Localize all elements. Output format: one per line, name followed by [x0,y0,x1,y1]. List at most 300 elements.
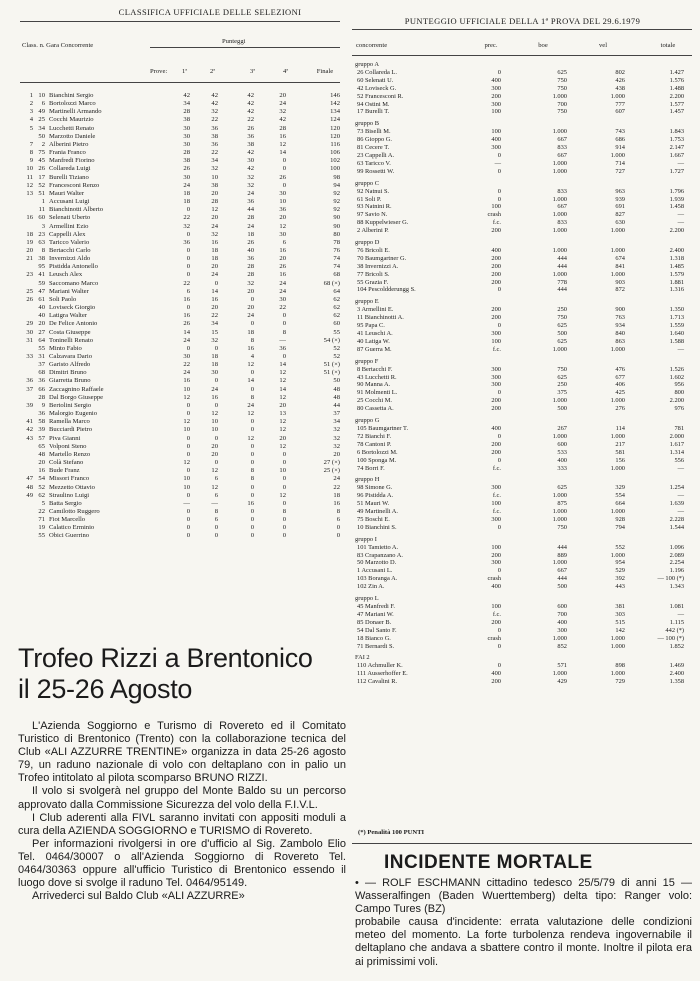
table-cell: 52 [38,483,45,491]
table-cell: 827 [615,211,625,219]
table-cell: 200 [491,440,501,448]
table-cell: 100 [491,337,501,345]
table-cell: 36 [38,377,45,385]
table-cell: 1.427 [669,68,685,76]
table-cell: 0 [282,499,286,507]
table-cell: 0 [186,491,190,499]
table-row [20,467,340,475]
table-row [355,128,690,136]
group-header [355,235,690,247]
table-cell: — [677,345,685,353]
table-row [355,366,690,374]
table-row [355,85,690,93]
table-cell: 24 [247,312,254,320]
table-cell: 1.579 [669,270,685,278]
table-cell: 76 [333,246,340,254]
table-cell: 51 [38,189,45,197]
table-cell: 11 [26,173,33,181]
table-cell: 99 Rossetti W. [357,167,395,175]
table-cell: 329 [615,484,625,492]
table-cell: 10 [211,173,218,181]
table-row [20,206,340,214]
table-cell: 581 [615,448,625,456]
table-row [355,516,690,524]
table-cell [20,345,33,353]
table-cell: 8 [250,336,254,344]
table-cell: 1.713 [669,314,685,322]
table-cell: 625 [557,484,567,492]
table-cell: 0 [186,246,190,254]
table-cell: f.c. [492,464,501,472]
table-cell [20,524,33,532]
table-cell: 375 [557,389,567,397]
table-cell: 2.400 [669,670,685,678]
table-cell: 55 [38,344,45,352]
table-cell: 0 [214,459,218,467]
table-cell: 0 [336,532,340,540]
article-trofeo-p1: L'Azienda Soggiorno e Turismo di Rovereto ed il Comitato Turistico di Brentonico (Trento) con la collaborazione tecnica del Club «ALI AZZURRE TRENTINE» organizza in data 25-26 agosto 79, un raduno nazionale di volo con deltaplano con in palio un Trofeo intitolato al pilota scomparso BRUNO RIZZI. [18,720,346,785]
table-cell: 200 [491,278,501,286]
table-cell: 20 [26,246,33,254]
table-row [20,280,340,288]
table-cell: Dimitri Bruno [49,369,87,377]
table-row [355,465,690,473]
table-cell: 533 [557,448,567,456]
table-cell: 0 [497,286,501,294]
group-label: gruppo B [355,120,379,128]
table-cell: 44 [247,206,254,214]
table-cell: 3 Armellini E. [357,306,394,314]
table-row [355,144,690,152]
table-cell: 200 [491,306,501,314]
table-cell: 1.000 [610,670,625,678]
table-cell: 100 [491,543,501,551]
table-cell: 750 [557,314,567,322]
table-cell: 16 [183,312,190,320]
table-row [355,247,690,255]
table-cell: 32 [333,426,340,434]
table-cell: 60 [333,320,340,328]
table-cell: 62 [333,304,340,312]
table-cell: 86 Gioppo G. [357,136,392,144]
table-cell: 750 [557,523,567,531]
table-cell: 3 [41,222,45,230]
table-cell: Colà Stefano [49,459,84,467]
table-cell: — 100 (*) [657,634,685,642]
table-cell: 6 [41,100,45,108]
table-cell: 21 [26,255,33,263]
table-cell: 852 [557,642,567,650]
table-cell: 52 [333,353,340,360]
table-cell: 20 [279,255,286,263]
table-cell: 0 [497,187,501,195]
table-cell: 10 [279,467,286,475]
table-row [355,211,690,219]
table-cell: 0 [497,432,501,440]
group-header [355,650,690,662]
table-cell: 0 [186,255,190,263]
table-cell: 20 [279,434,286,442]
table-cell: 0 [282,320,286,328]
table-cell: 10 [183,483,190,491]
table-cell: 0 [186,450,190,458]
table-cell: 20 [211,450,218,458]
table-cell: — [279,336,286,344]
table-cell: 476 [615,365,625,373]
table-cell: 2 [29,100,33,108]
table-cell: Cappelli Alex [49,230,86,238]
table-row [355,330,690,338]
table-cell: 102 Zin A. [357,583,385,591]
table-cell: Soli Paolo [49,295,77,303]
table-cell: 200 [491,314,501,322]
table-cell [20,532,33,540]
table-cell: 60 Selenati U. [357,76,394,84]
table-cell: f.c. [492,508,501,516]
table-cell: 1.000 [610,551,625,559]
group-header [355,61,690,69]
table-cell: 18 [183,198,190,206]
table-row [355,219,690,227]
table-cell: 729 [615,678,625,686]
table-cell: 70 Baumgartner G. [357,254,407,262]
group-header [355,413,690,425]
table-cell: 74 [333,255,340,263]
table-cell: 12 [247,410,254,418]
table-cell: 12 [211,410,218,418]
table-cell: 22 [279,304,286,312]
table-cell: 42 [211,92,218,99]
table-row [355,425,690,433]
table-row [20,402,340,410]
table-cell [20,410,33,418]
table-cell: 22 [183,361,190,369]
table-cell: 45 Manfredi F. [357,603,396,610]
table-cell: 1.881 [669,278,685,286]
table-cell: 37 [38,361,45,369]
table-cell: 0 [282,475,286,483]
table-cell: 0 [282,532,286,540]
table-cell: 38 [38,255,45,263]
table-cell: 98 [333,173,340,181]
table-cell: 64 [38,336,45,344]
table-cell: Saccomano Marco [49,279,99,287]
table-cell: 75 Boschi E. [357,515,390,523]
table-cell: 1.000 [552,246,567,254]
table-cell: 0 [497,662,501,670]
table-cell: Missori Franco [49,475,90,483]
table-cell: 1.196 [669,567,685,575]
table-row [355,405,690,413]
table-cell: 23 Cappelli A. [357,151,395,159]
table-cell: 41 Leuschi A. [357,330,393,337]
table-row [20,149,340,157]
table-cell: 120 [330,132,340,140]
table-cell: 1.000 [610,270,625,278]
table-row [20,255,340,263]
table-cell: 30 [279,230,286,238]
table-cell: 68 [38,369,45,377]
table-cell: 87 Guerra M. [357,345,392,353]
table-cell: 0 [497,642,501,650]
col-punteggi-header: Punteggi [222,38,246,45]
table-cell: 12 [279,140,286,148]
table-cell [20,500,33,508]
table-row [355,508,690,516]
table-cell: 0 [282,483,286,491]
table-cell: Piva Gianni [49,434,81,442]
table-cell: 381 [615,603,625,610]
table-cell: Mariani Walter [49,287,89,295]
table-cell: Cocchi Maurizio [49,116,94,124]
table-cell: 95 Papa C. [357,322,385,330]
table-cell: 10 [183,426,190,434]
table-cell: 1 [41,198,45,206]
table-cell: 300 [491,365,501,373]
table-cell: 6 [214,491,218,499]
table-row [355,567,690,575]
table-cell: 1.000 [610,642,625,650]
table-cell: 42 [247,100,254,108]
table-row [355,492,690,500]
table-cell: 28 [247,263,254,271]
table-cell: 30 [279,295,286,303]
table-cell: 61 [38,295,45,303]
article-trofeo-p2: Il volo si svolgerà nel gruppo del Monte Baldo su un percorso approvato dalla Commissione Sicurezza del volo della F.I.V.L. [18,785,346,811]
table-cell: 30 [247,157,254,165]
table-cell: 16 [38,467,45,475]
table-row [20,435,340,443]
table-cell: 26 [183,320,190,328]
table-cell: 1.639 [669,500,685,508]
table-cell: 61 Soli P. [357,195,382,203]
table-cell: 0 [497,195,501,203]
table-cell: Ramella Marco [49,418,90,426]
table-cell: 1.753 [669,136,685,144]
table-row [20,133,340,141]
table-cell: Manfredi Fiorino [49,157,95,165]
table-cell: 276 [615,405,625,413]
table-cell: 43 Lucchetti R. [357,373,397,381]
table-cell: 3 [29,108,33,116]
table-row [20,198,340,206]
table-row [20,532,340,540]
table-row [355,484,690,492]
table-cell: 0 [497,389,501,397]
table-cell: 37 [26,385,33,393]
table-cell: 400 [557,456,567,464]
table-row [355,101,690,109]
table-cell [20,312,33,320]
table-cell: 300 [491,84,501,92]
table-cell: 300 [491,330,501,337]
table-cell: 1.314 [669,448,685,456]
table-cell: 1.081 [669,603,685,610]
table-cell: 1.559 [669,322,685,330]
table-row [20,394,340,402]
table-cell: 0 [250,516,254,524]
table-cell: 0 [186,401,190,409]
table-cell: 674 [615,254,625,262]
table-row [20,475,340,483]
table-cell: Dal Borgo Giuseppe [49,393,104,401]
table-cell: 34 [333,418,340,426]
table-cell: 26 Collareda L. [357,68,397,76]
table-cell: 32 [211,165,218,173]
table-row [355,196,690,204]
table-cell: — [677,219,685,227]
table-cell: 625 [557,337,567,345]
table-cell: 1.000 [552,167,567,175]
table-cell: 48 [333,385,340,393]
table-cell: 12 [247,434,254,442]
table-cell: 2 [41,140,45,148]
table-cell: 1.316 [669,286,685,294]
table-cell: 51 Mauri W. [357,500,390,508]
table-cell: 90 [333,222,340,230]
table-cell: 1.000 [610,246,625,254]
table-cell: 0 [186,442,190,450]
table-cell: 872 [615,286,625,294]
table-cell: 18 Bianco G. [357,634,391,642]
table-row [355,69,690,77]
table-cell: 1.000 [552,270,567,278]
table-cell: f.c. [492,610,501,618]
table-cell: 12 [211,467,218,475]
table-cell: 200 [491,618,501,626]
table-cell: 6 [186,287,190,295]
table-row [20,108,340,116]
table-cell: Selenati Uberto [49,214,91,222]
table-cell: 146 [330,92,340,99]
table-cell: 12 [279,377,286,385]
table-cell: 30 [183,132,190,140]
table-cell: 18 [211,361,218,369]
table-cell: 50 [333,377,340,385]
group-header [355,532,690,544]
table-cell: 38 [211,132,218,140]
table-cell: f.c. [492,219,501,227]
table-cell [20,263,33,271]
table-row [355,279,690,287]
table-cell: 1.544 [669,523,685,531]
table-cell: 15 [211,328,218,336]
table-cell [20,206,33,214]
table-cell: 47 [26,475,33,483]
table-cell: — 100 (*) [657,575,685,583]
table-cell: 63 [38,238,45,246]
table-cell: 42 [247,108,254,116]
table-cell: 16 [279,271,286,279]
table-cell: 900 [615,306,625,314]
table-cell: 4 [250,353,254,360]
table-cell: 44 [333,401,340,409]
table-cell: 26 [247,124,254,132]
group-label: gruppo L [355,595,379,603]
table-cell: 200 [491,678,501,686]
table-cell: 6 [282,238,286,246]
table-cell: 2.200 [669,92,685,100]
table-cell: Fiot Marcello [49,516,86,524]
table-cell: 217 [615,440,625,448]
table-cell: 20 [211,442,218,450]
table-cell: 49 [38,108,45,116]
table-cell: 32 [333,442,340,450]
table-header-rule [20,82,340,83]
table-row [355,433,690,441]
table-cell: 8 [41,246,45,254]
table-cell: 14 [279,385,286,393]
table-cell: Toninelli Renato [49,336,94,344]
table-cell: 64 [333,287,340,295]
table-row [20,524,340,532]
table-cell: 5 [29,124,33,132]
article-rule [352,843,692,844]
table-cell: 156 [615,456,625,464]
table-cell: 24 [279,279,286,287]
table-cell: 71 Bernardi S. [357,642,395,650]
table-cell: 20 [38,459,45,467]
table-cell: 68 (×) [323,279,340,287]
table-cell: 92 [333,206,340,214]
table-cell: 30 [26,328,33,336]
col-prova-2: 2ª [209,68,216,75]
table-row [20,223,340,231]
table-cell [20,394,33,402]
table-row [20,247,340,255]
table-cell: 50 Marzotto D. [357,559,397,567]
table-cell: 28 [183,149,190,157]
table-cell: 750 [557,76,567,84]
table-cell: 100 [491,128,501,136]
table-cell: 92 [333,189,340,197]
table-cell: 400 [491,583,501,591]
table-cell: 28 [38,393,45,401]
table-row [20,386,340,394]
table-cell: 1.000 [552,559,567,567]
group-label: gruppo H [355,476,380,484]
table-cell: 18 [26,230,33,238]
punteggio-table [355,61,690,686]
table-row [355,227,690,235]
table-cell: — [677,211,685,219]
table-cell: 625 [557,322,567,330]
table-cell: 1.000 [610,432,625,440]
table-cell: 727 [615,167,625,175]
table-cell: 25 [26,287,33,295]
table-cell: 110 Achmuller K. [357,662,403,670]
table-cell: 0 [214,532,218,540]
table-cell: 625 [557,68,567,76]
table-cell: 16 [211,295,218,303]
table-cell: 27 [38,328,45,336]
table-cell: 0 [214,377,218,385]
table-cell: 94 [333,181,340,189]
table-row [20,125,340,133]
table-cell: 667 [557,136,567,144]
col-prova-4: 4ª [282,68,289,75]
table-cell: 112 Cavalini R. [357,678,398,686]
table-cell: 1.000 [610,345,625,353]
table-cell: 200 [491,270,501,278]
table-cell: 0 [186,344,190,352]
table-cell: Straulino Luigi [49,491,90,499]
table-cell: 2 Alberini P. [357,227,389,235]
table-row [20,337,340,345]
table-cell: 898 [615,662,625,670]
table-cell: Collareda Luigi [49,165,91,173]
table-row [20,100,340,108]
